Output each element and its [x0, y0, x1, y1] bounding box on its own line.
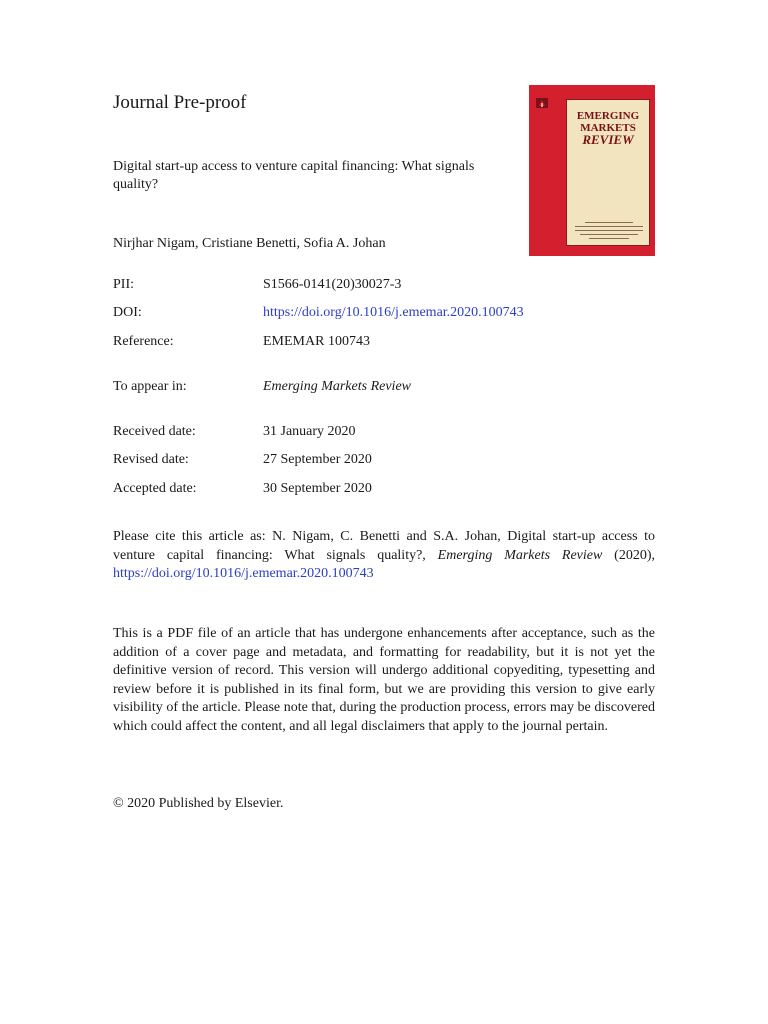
meta-row-pii [113, 277, 401, 293]
meta-row-accepted [113, 481, 372, 497]
doi-link[interactable]: https://doi.org/10.1016/j.ememar.2020.100743 [263, 305, 524, 320]
appear-value: Emerging Markets Review [263, 379, 411, 394]
received-value: 31 January 2020 [263, 424, 356, 439]
article-title: Digital start-up access to venture capital financing: What signals quality? [113, 159, 475, 192]
article-authors: Nirjhar Nigam, Cristiane Benetti, Sofia A. Johan [113, 236, 386, 251]
cover-title [567, 110, 649, 147]
cover-title-line2: MARKETS [580, 122, 636, 134]
cover-panel [566, 99, 650, 246]
journal-cover-image [529, 85, 655, 256]
revised-label: Revised date: [113, 452, 189, 467]
disclaimer-paragraph: This is a PDF file of an article that has undergone enhancements after acceptance, such as the addition of a cover page and metadata, and formatting for readability, but it is not yet the definitive version of record. This version will undergo additional copyediting, typesetting and review before it is published in its final form, but we are providing this version to give early visibility of the article. Please note that, during the production process, errors may be discovered which could affect the content, and all legal disclaimers that apply to the journal pertain. [113, 626, 655, 734]
elsevier-logo-icon [535, 97, 549, 109]
citation-doi-link[interactable]: https://doi.org/10.1016/j.ememar.2020.100743 [113, 566, 374, 581]
copyright-notice: © 2020 Published by Elsevier. [113, 796, 284, 811]
reference-label: Reference: [113, 334, 174, 349]
citation-text: Please cite this article as: N. Nigam, C. Benetti and S.A. Johan, Digital start-up access to venture capital financing: What signals quality?, [113, 529, 655, 563]
citation-paragraph [113, 528, 655, 584]
pii-label: PII: [113, 277, 134, 292]
reference-value: EMEMAR 100743 [263, 334, 370, 349]
received-label: Received date: [113, 424, 196, 439]
meta-row-received [113, 424, 356, 440]
appear-label: To appear in: [113, 379, 187, 394]
meta-row-appear [113, 379, 411, 395]
accepted-label: Accepted date: [113, 481, 197, 496]
meta-row-revised [113, 452, 372, 468]
cover-title-line1: EMERGING [576, 110, 640, 122]
meta-row-doi [113, 305, 524, 321]
cover-title-line3: REVIEW [582, 132, 634, 147]
cover-fine-print [575, 222, 643, 242]
page-heading: Journal Pre-proof [113, 92, 247, 113]
accepted-value: 30 September 2020 [263, 481, 372, 496]
citation-year: (2020), [602, 547, 655, 563]
pii-value: S1566-0141(20)30027-3 [263, 277, 402, 292]
citation-journal: Emerging Markets Review [437, 547, 603, 563]
doi-label: DOI: [113, 305, 142, 320]
meta-row-reference [113, 334, 370, 350]
revised-value: 27 September 2020 [263, 452, 372, 467]
